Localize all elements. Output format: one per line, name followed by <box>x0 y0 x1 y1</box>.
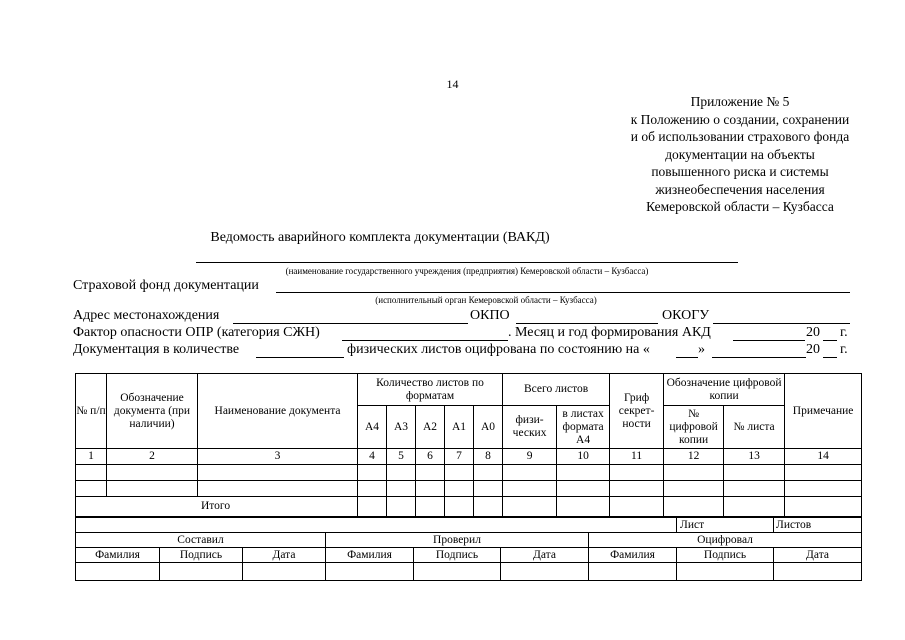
total-label: Итого <box>76 497 358 517</box>
total-row <box>76 497 862 517</box>
appendix-line: к Положению о создании, сохранении <box>630 111 850 127</box>
surname-label: Фамилия <box>76 548 160 563</box>
col-digital-num-header: № цифровой копии <box>664 406 724 449</box>
col-index: 8 <box>474 449 503 465</box>
col-index: 12 <box>664 449 724 465</box>
col-secrecy-header: Гриф секрет-ности <box>610 374 664 449</box>
page-number: 14 <box>446 77 459 91</box>
col-index: 5 <box>387 449 416 465</box>
digitized-header: Оцифровал <box>589 533 862 548</box>
year-line <box>823 340 837 341</box>
col-physical-header: физи-ческих <box>503 406 557 449</box>
institution-caption: (наименование государственного учреждения (предприятия) Кемеровской области – Кузбасса) <box>285 266 649 276</box>
col-index: 14 <box>785 449 862 465</box>
address-label: Адрес местонахождения <box>73 308 220 323</box>
okpo-line <box>516 323 658 324</box>
col-index: 4 <box>358 449 387 465</box>
appendix-line: повышенного риска и системы <box>651 164 829 179</box>
date-label: Дата <box>243 548 326 563</box>
month-year-line <box>733 340 805 341</box>
col-index: 1 <box>76 449 107 465</box>
hazard-line <box>342 340 508 341</box>
format-a0: А0 <box>474 406 503 449</box>
day-line <box>676 357 698 358</box>
date-label: Дата <box>774 548 862 563</box>
hazard-label: Фактор опасности ОПР (категория СЖН) <box>73 325 320 340</box>
close-quote: » <box>698 342 705 357</box>
okpo-label: ОКПО <box>470 308 510 323</box>
sheet-label: Лист <box>677 518 774 533</box>
okogu-line <box>713 323 850 324</box>
signature-label: Подпись <box>677 548 774 563</box>
col-designation-header: Обозначение документа (при наличии) <box>107 374 198 449</box>
col-sheet-num-header: № листа <box>724 406 785 449</box>
month-year-label: . Месяц и год формирования АКД <box>508 325 711 340</box>
year-line-2 <box>823 357 837 358</box>
format-a2: А2 <box>416 406 445 449</box>
signature-row <box>76 563 862 581</box>
documentation-label: Документация в количестве <box>73 342 240 357</box>
format-a1: А1 <box>445 406 474 449</box>
col-index: 9 <box>503 449 557 465</box>
executive-caption: (исполнительный орган Кемеровской области – Кузбасса) <box>375 295 597 305</box>
signature-label: Подпись <box>414 548 501 563</box>
insurance-fund-label: Страховой фонд документации <box>73 278 259 293</box>
col-index: 2 <box>107 449 198 465</box>
table-row <box>76 465 862 481</box>
appendix-line: и об использовании страхового фонда <box>630 129 850 144</box>
appendix-line: документации на объекты <box>665 146 815 162</box>
month-line <box>712 357 806 358</box>
appendix-line: жизнеобеспечения населения <box>655 181 825 197</box>
signature-table <box>75 517 862 581</box>
documents-table <box>75 373 862 517</box>
documentation-count-line <box>256 357 344 358</box>
appendix-line: Приложение № 5 <box>690 94 790 109</box>
signature-label: Подпись <box>160 548 243 563</box>
sheets-label: Листов <box>774 518 862 533</box>
col-index: 11 <box>610 449 664 465</box>
surname-label: Фамилия <box>589 548 677 563</box>
format-a3: А3 <box>387 406 416 449</box>
surname-label: Фамилия <box>326 548 414 563</box>
year-prefix: 20 <box>806 325 820 340</box>
year-suffix: г. <box>840 325 848 340</box>
institution-line <box>196 262 738 263</box>
document-title: Ведомость аварийного комплекта документации (ВАКД) <box>210 230 550 245</box>
date-label: Дата <box>501 548 589 563</box>
checked-header: Проверил <box>326 533 589 548</box>
digitized-label: физических листов оцифрована по состоянию на « <box>347 342 650 357</box>
col-digital-header: Обозначение цифровой копии <box>664 374 785 406</box>
col-number-header: № п/п <box>76 374 107 449</box>
col-index: 7 <box>445 449 474 465</box>
col-index: 13 <box>724 449 785 465</box>
col-formats-header: Количество листов по форматам <box>358 374 503 406</box>
col-index: 10 <box>557 449 610 465</box>
appendix-line: Кемеровской области – Кузбасса <box>646 199 834 214</box>
table-row <box>76 481 862 497</box>
okogu-label: ОКОГУ <box>662 308 710 323</box>
year-suffix-2: г. <box>840 342 848 357</box>
appendix-header <box>600 93 880 216</box>
year-prefix-2: 20 <box>806 342 820 357</box>
col-name-header: Наименование документа <box>198 374 358 449</box>
format-a4: А4 <box>358 406 387 449</box>
compiled-header: Составил <box>76 533 326 548</box>
col-index: 6 <box>416 449 445 465</box>
col-index: 3 <box>198 449 358 465</box>
address-line <box>233 323 468 324</box>
col-total-header: Всего листов <box>503 374 610 406</box>
col-a4-header: в листах формата А4 <box>557 406 610 449</box>
insurance-fund-line <box>276 292 850 293</box>
col-note-header: Примечание <box>785 374 862 449</box>
